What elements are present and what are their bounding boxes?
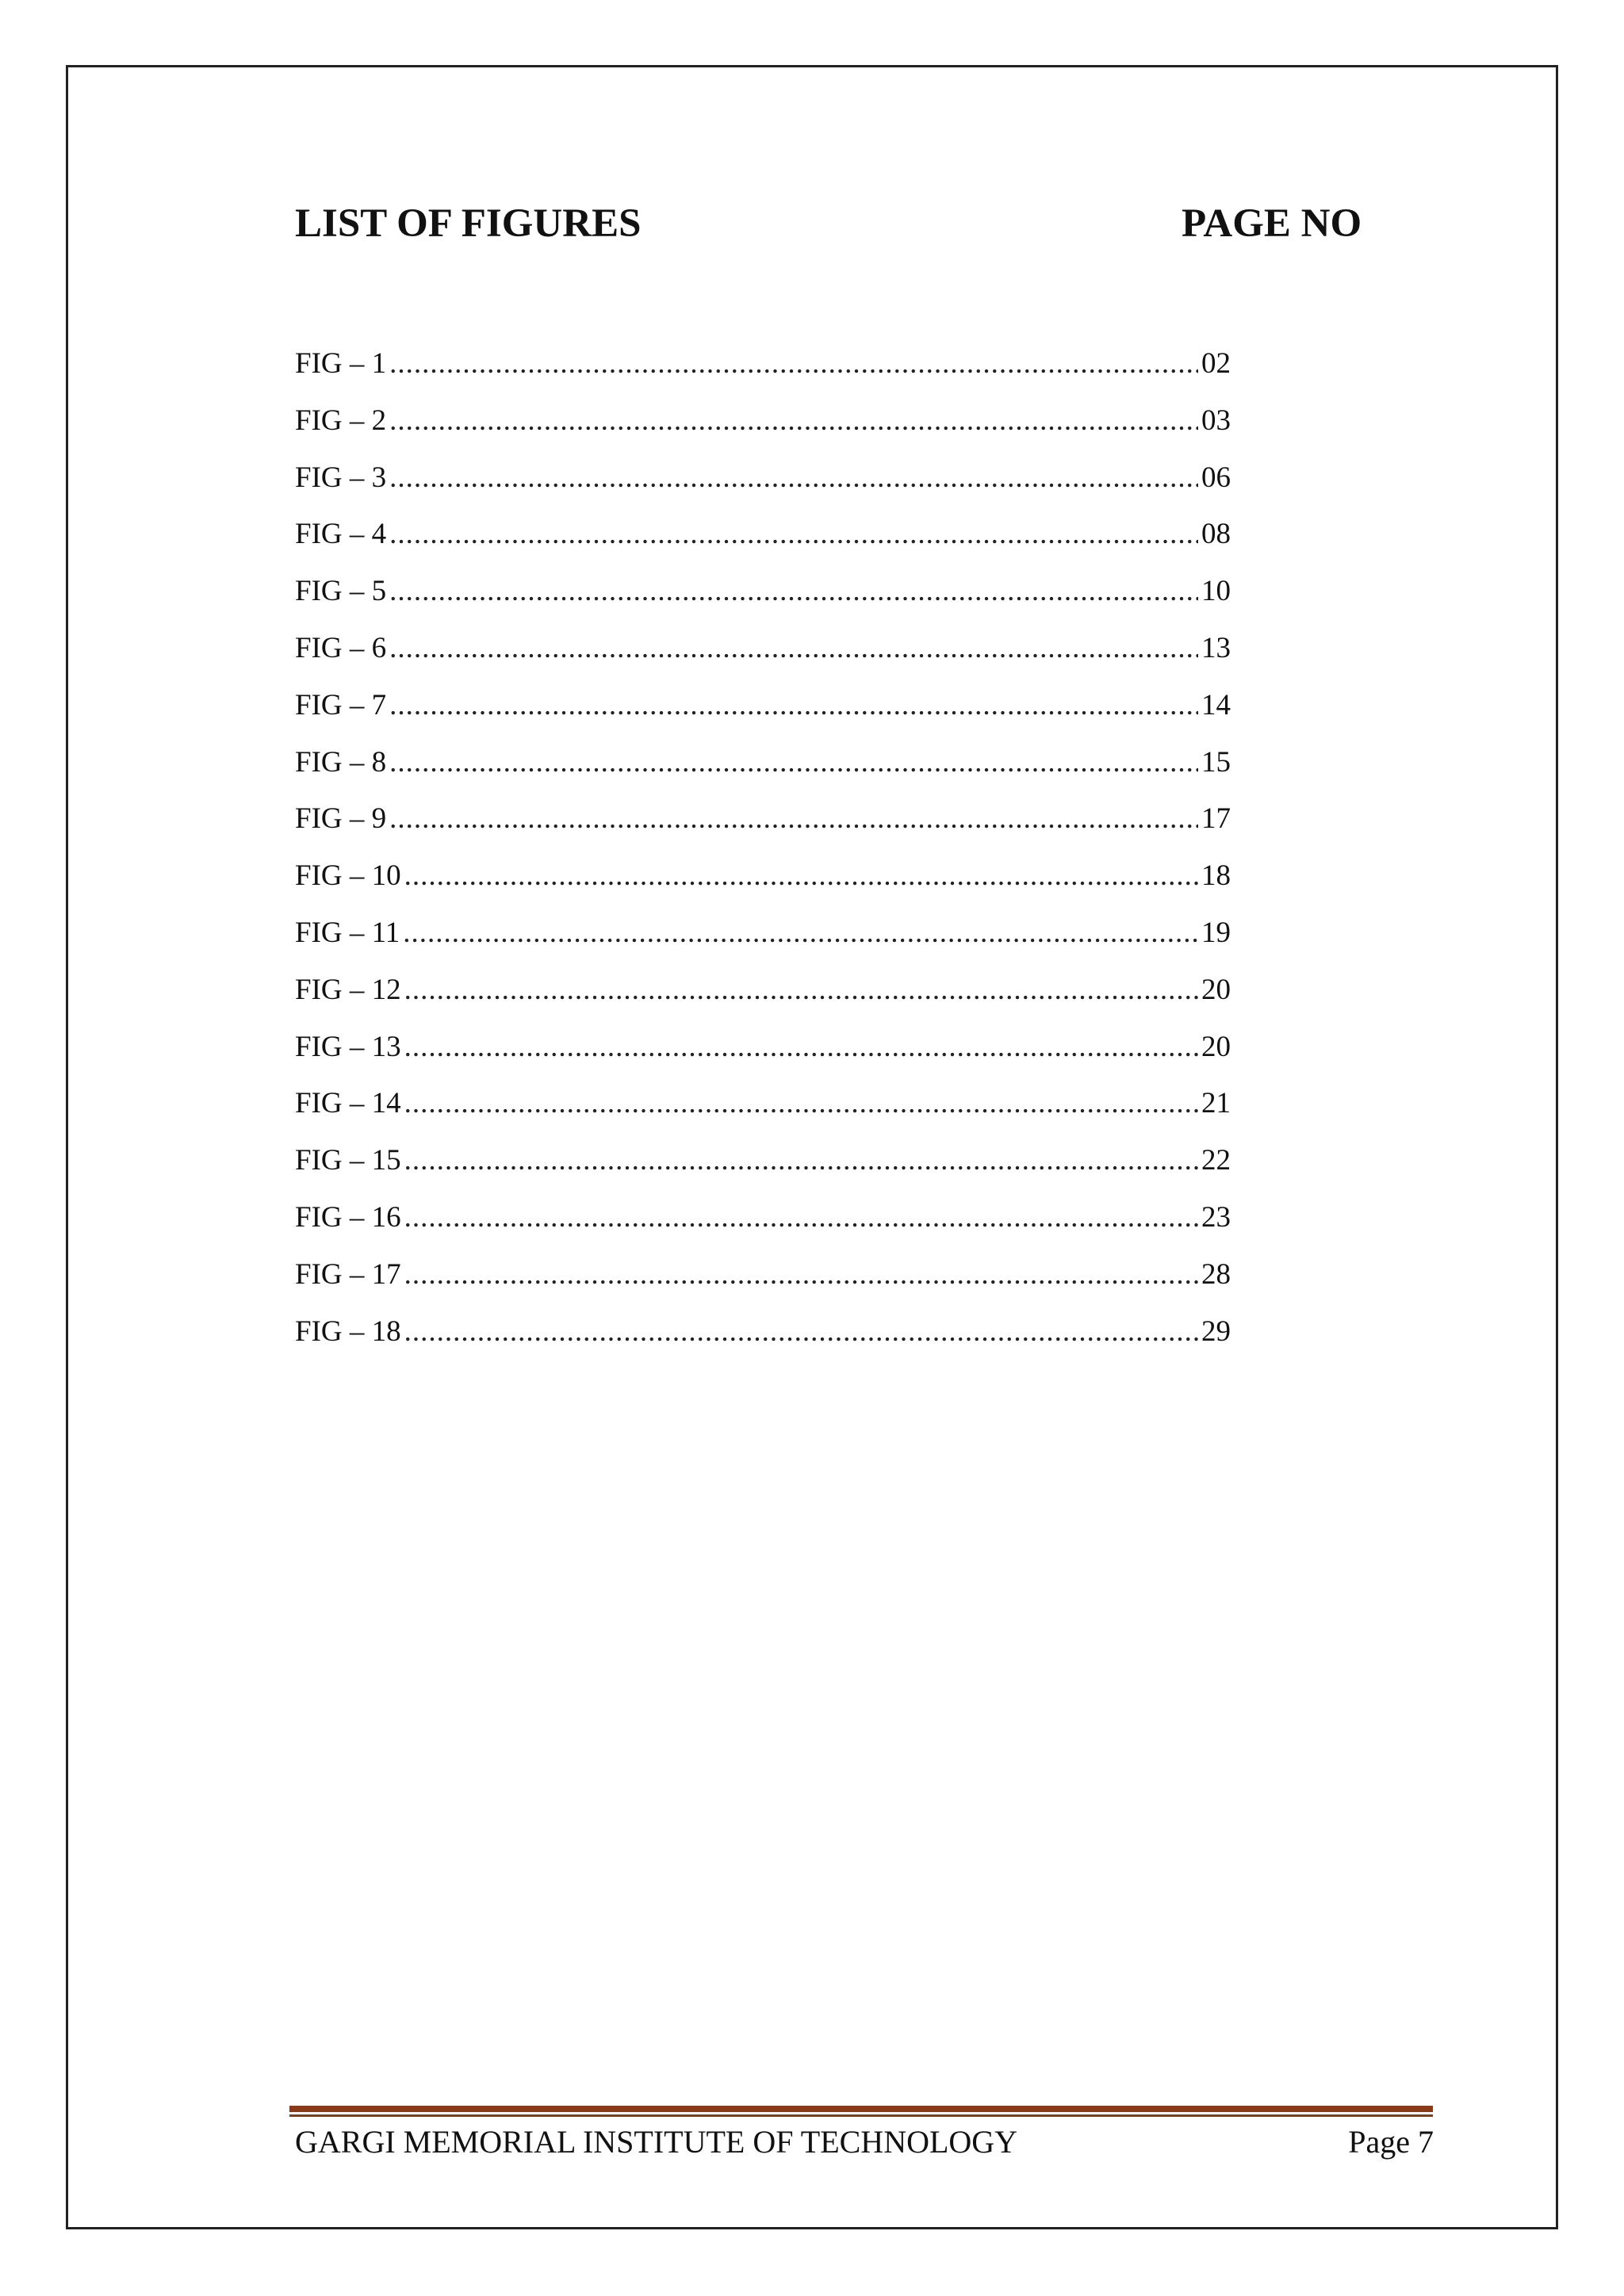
figure-label: FIG – 8 bbox=[295, 745, 387, 779]
figure-list-item[interactable] bbox=[295, 1311, 1231, 1368]
figure-page-number: 22 bbox=[1201, 1144, 1231, 1177]
figure-label: FIG – 4 bbox=[295, 518, 387, 551]
figure-page-number: 02 bbox=[1201, 347, 1231, 380]
figure-page-number: 15 bbox=[1201, 745, 1231, 779]
figure-label: FIG – 7 bbox=[295, 688, 387, 721]
footer-institute-name: GARGI MEMORIAL INSTITUTE OF TECHNOLOGY bbox=[295, 2124, 1018, 2160]
figure-list-item[interactable] bbox=[295, 570, 1231, 627]
dot-leader bbox=[404, 1082, 1198, 1125]
footer-page-number: Page 7 bbox=[1348, 2124, 1434, 2160]
figure-page-number: 08 bbox=[1201, 518, 1231, 551]
figure-label: FIG – 14 bbox=[295, 1087, 401, 1120]
figure-page-number: 14 bbox=[1201, 688, 1231, 721]
figure-list-item[interactable] bbox=[295, 342, 1231, 400]
figure-label: FIG – 9 bbox=[295, 802, 387, 836]
dot-leader bbox=[404, 1196, 1198, 1239]
dot-leader bbox=[389, 570, 1198, 613]
figure-list-item[interactable] bbox=[295, 513, 1231, 570]
figure-list-item[interactable] bbox=[295, 1196, 1231, 1253]
figure-list-item[interactable] bbox=[295, 627, 1231, 684]
figure-list-item[interactable] bbox=[295, 741, 1231, 798]
figure-list-item[interactable] bbox=[295, 969, 1231, 1026]
dot-leader bbox=[403, 912, 1198, 955]
figure-list-item[interactable] bbox=[295, 684, 1231, 741]
figure-page-number: 10 bbox=[1201, 575, 1231, 608]
footer-divider-thick-line bbox=[289, 2106, 1433, 2112]
figure-page-number: 13 bbox=[1201, 631, 1231, 664]
figure-label: FIG – 10 bbox=[295, 859, 401, 893]
figure-page-number: 18 bbox=[1201, 859, 1231, 893]
figure-page-number: 06 bbox=[1201, 461, 1231, 494]
figure-label: FIG – 17 bbox=[295, 1257, 401, 1291]
footer-divider-thin-line bbox=[289, 2114, 1433, 2117]
figure-list-item[interactable] bbox=[295, 1139, 1231, 1196]
dot-leader bbox=[389, 684, 1198, 727]
dot-leader bbox=[404, 1311, 1198, 1353]
dot-leader bbox=[404, 1253, 1198, 1296]
figure-list-item[interactable] bbox=[295, 855, 1231, 912]
page-number-column-heading: PAGE NO bbox=[1182, 201, 1362, 246]
figure-label: FIG – 3 bbox=[295, 461, 387, 494]
footer-divider bbox=[289, 2106, 1433, 2118]
figure-label: FIG – 18 bbox=[295, 1314, 401, 1348]
dot-leader bbox=[389, 741, 1198, 784]
figure-label: FIG – 12 bbox=[295, 973, 401, 1006]
dot-leader bbox=[389, 342, 1198, 385]
figure-list-item[interactable] bbox=[295, 1026, 1231, 1083]
figure-page-number: 20 bbox=[1201, 1030, 1231, 1063]
figure-page-number: 19 bbox=[1201, 916, 1231, 949]
figure-page-number: 17 bbox=[1201, 802, 1231, 836]
dot-leader bbox=[404, 855, 1198, 897]
figure-page-number: 29 bbox=[1201, 1314, 1231, 1348]
figure-label: FIG – 16 bbox=[295, 1200, 401, 1234]
figure-label: FIG – 11 bbox=[295, 916, 400, 949]
dot-leader bbox=[389, 457, 1198, 499]
dot-leader bbox=[389, 798, 1198, 840]
dot-leader bbox=[389, 400, 1198, 442]
figure-label: FIG – 1 bbox=[295, 347, 387, 380]
figure-page-number: 28 bbox=[1201, 1257, 1231, 1291]
figure-page-number: 23 bbox=[1201, 1200, 1231, 1234]
dot-leader bbox=[389, 627, 1198, 670]
figure-list-item[interactable] bbox=[295, 1253, 1231, 1311]
figure-list-item[interactable] bbox=[295, 912, 1231, 969]
figure-label: FIG – 5 bbox=[295, 575, 387, 608]
figure-list-item[interactable] bbox=[295, 400, 1231, 457]
figure-page-number: 21 bbox=[1201, 1087, 1231, 1120]
dot-leader bbox=[404, 969, 1198, 1012]
dot-leader bbox=[404, 1139, 1198, 1182]
page-title: LIST OF FIGURES bbox=[295, 201, 642, 246]
figure-list-item[interactable] bbox=[295, 798, 1231, 855]
figure-label: FIG – 13 bbox=[295, 1030, 401, 1063]
figure-list-item[interactable] bbox=[295, 1082, 1231, 1139]
dot-leader bbox=[389, 513, 1198, 556]
figure-label: FIG – 2 bbox=[295, 404, 387, 437]
figure-page-number: 20 bbox=[1201, 973, 1231, 1006]
figure-page-number: 03 bbox=[1201, 404, 1231, 437]
dot-leader bbox=[404, 1026, 1198, 1069]
figure-label: FIG – 6 bbox=[295, 631, 387, 664]
figure-label: FIG – 15 bbox=[295, 1144, 401, 1177]
figure-list bbox=[295, 342, 1231, 1367]
figure-list-item[interactable] bbox=[295, 457, 1231, 514]
